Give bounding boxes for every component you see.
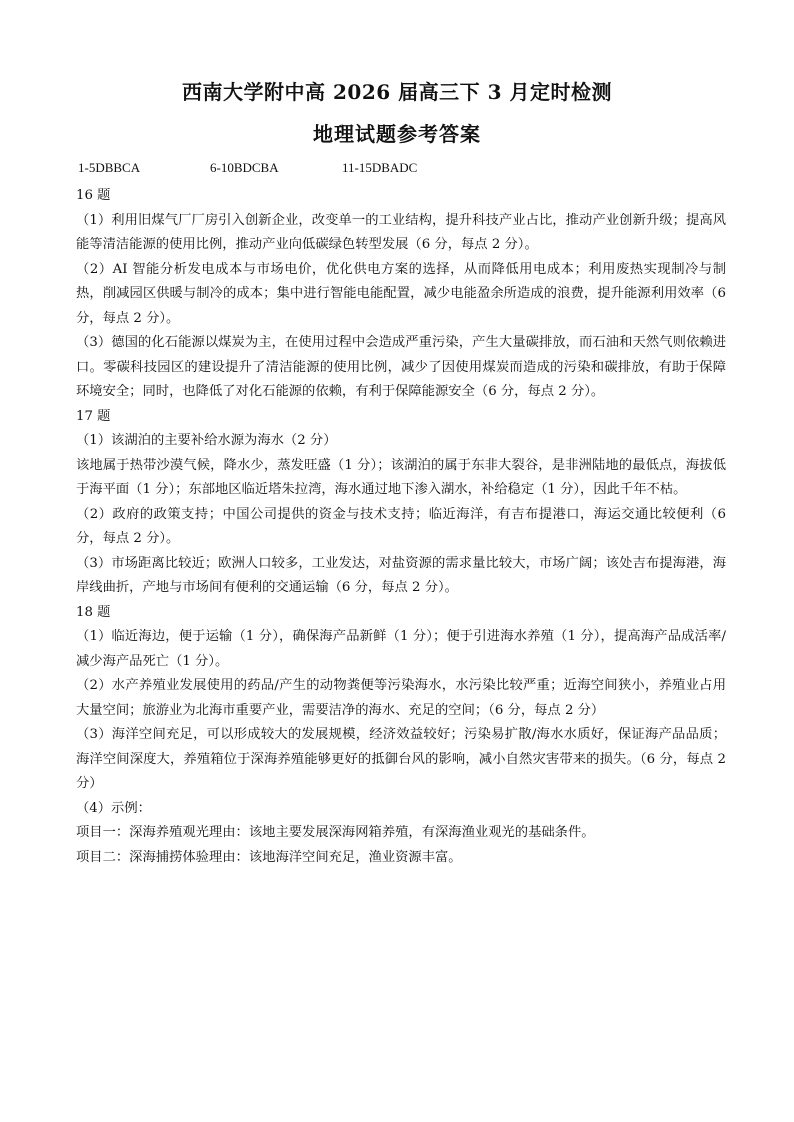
q18-project-2: 项目二：深海捕捞体验理由：该地海洋空间充足，渔业资源丰富。 [76, 849, 462, 865]
q18-answer-2: （2）水产养殖业发展使用的药品/产生的动物粪便等污染海水，水污染比较严重；近海空间狭小，养殖业占用大量空间；旅游业为北海市重要产业，需要洁净的海水、充足的空间；（6 分，每点 2 分） [76, 678, 726, 718]
q16-answer-1: （1）利用旧煤气厂厂房引入创新企业，改变单一的工业结构，提升科技产业占比，推动产业创新升级；提高风能等清洁能源的使用比例，推动产业向低碳绿色转型发展（6 分，每点 2 分）。 [76, 212, 726, 252]
q17-answer-2: （2）政府的政策支持；中国公司提供的资金与技术支持；临近海洋，有吉布提港口，海运交通比较便利（6 分，每点 2 分）。 [76, 506, 726, 546]
answer-content [76, 184, 726, 870]
q18-answer-3: （3）海洋空间充足，可以形成较大的发展规模，经济效益较好；污染易扩散/海水水质好，保证海产品品质；海洋空间深度大，养殖箱位于深海养殖能够更好的抵御台风的影响，减小自然灾害带来的损失。（6 分，每点 2 分） [76, 727, 726, 791]
q16-label: 16 题 [76, 188, 111, 203]
q18-answer-1: （1）临近海边，便于运输（1 分），确保海产品新鲜（1 分）；便于引进海水养殖（1 分），提高海产品成活率/减少海产品死亡（1 分）。 [76, 629, 726, 669]
q16-answer-2: （2）AI 智能分析发电成本与市场电价，优化供电方案的选择，从而降低用电成本；利用废热实现制冷与制热，削减园区供暖与制冷的成本；集中进行智能电能配置，减少电能盈余所造成的浪费，提升能源利用效率（6 分，每点 2 分）。 [76, 261, 726, 326]
q18-project-1: 项目一：深海养殖观光理由：该地主要发展深海网箱养殖，有深海渔业观光的基础条件。 [76, 825, 595, 840]
q18-answer-4: （4）示例： [76, 800, 151, 816]
choice-answers-11-15: 11-15DBADC [342, 160, 418, 175]
page-title: 西南大学附中高 2026 届高三下 3 月定时检测 [182, 80, 612, 104]
q17-label: 17 题 [76, 408, 111, 424]
q16-answer-3: （3）德国的化石能源以煤炭为主，在使用过程中会造成严重污染，产生大量碳排放，而石油和天然气则依赖进口。零碳科技园区的建设提升了清洁能源的使用比例，减少了因使用煤炭而造成的污染和碳排放，有助于保障环境安全；同时，也降低了对化石能源的依赖，有利于保障能源安全（6 分，每点 2 分）。 [76, 335, 726, 399]
q17-answer-3: （3）市场距离比较近；欧洲人口较多，工业发达，对盐资源的需求量比较大，市场广阔；该处吉布提海港，海岸线曲折，产地与市场间有便利的交通运输（6 分，每点 2 分）。 [76, 555, 726, 595]
choice-answers-6-10: 6-10BDCBA [210, 160, 279, 175]
q18-label: 18 题 [76, 604, 111, 620]
q17-answer-1: （1）该湖泊的主要补给水源为海水（2 分） [76, 433, 337, 448]
choice-answers-1-5: 1-5DBBCA [78, 160, 141, 175]
q17-answer-1-detail: 该地属于热带沙漠气候，降水少，蒸发旺盛（1 分）；该湖泊的属于东非大裂谷，是非洲陆地的最低点，海拔低于海平面（1 分）；东部地区临近塔朱拉湾，海水通过地下渗入湖水，补给稳定（1 分），因此千年不枯。 [76, 457, 726, 497]
page-subtitle: 地理试题参考答案 [313, 122, 481, 146]
